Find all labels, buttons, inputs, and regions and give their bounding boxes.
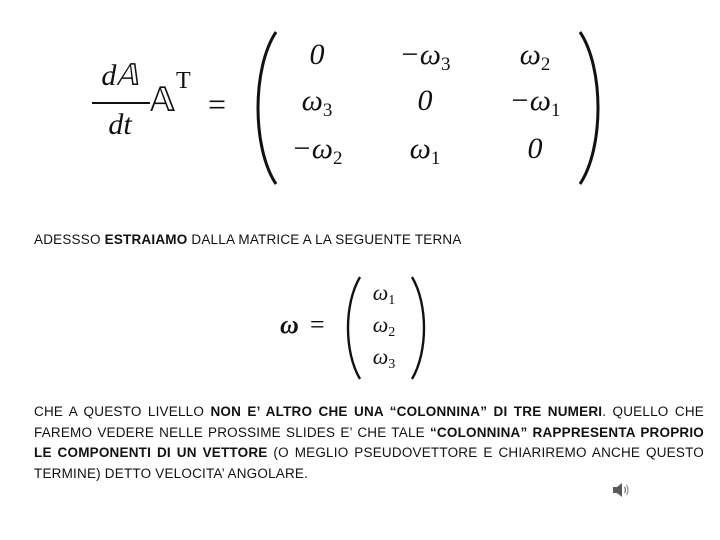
vector-symbol: ω	[280, 310, 299, 339]
vector-right-parenthesis	[408, 274, 430, 382]
transpose-superscript: T	[176, 68, 191, 94]
matrix-cell-2-3: $-\omega_1$	[509, 84, 561, 121]
derivative-equation	[90, 28, 610, 188]
speaker-icon[interactable]	[612, 482, 630, 498]
matrix-cell-2-1: $\omega_3$	[301, 84, 333, 121]
bold-phrase-2: “COLONNINA” RAPPRESENTA PROPRIO LE COMPONENTI DI UN VETTORE	[34, 424, 704, 460]
matrix-cell-1-3: $\omega_2$	[519, 38, 551, 75]
matrix-cell-2-2: 0	[417, 84, 433, 117]
matrix-cell-3-3: 0	[527, 132, 543, 165]
explanation-paragraph: CHE A QUESTO LIVELLO NON E’ ALTRO CHE UNA “COLONNINA” DI TRE NUMERI. QUELLO CHE FAREMO VEDERE NELLE PROSSIME SLIDES E’ CHE TALE “COLONNINA” RAPPRESENTA PROPRIO LE COMPONENTI DI UN VETTORE (O MEGLIO PSEUDOVETTORE E CHIARIREMO ANCHE QUESTO TERMINE) DETTO VELOCITA’ ANGOLARE.	[34, 404, 704, 481]
vector-component-2: ω2	[372, 312, 396, 340]
fraction-denominator: dt	[108, 108, 132, 141]
intro-sentence: ADESSSO ESTRAIAMO DALLA MATRICE A LA SEGUENTE TERNA	[34, 232, 462, 247]
matrix-cell-1-2: $-\omega_3$	[399, 38, 451, 75]
vector-component-1: ω1	[372, 280, 396, 308]
right-parenthesis	[576, 28, 606, 188]
matrix-cell-3-2: $\omega_1$	[409, 132, 441, 169]
matrix-cell-3-1: $-\omega_2$	[291, 132, 343, 169]
vector-equals-sign: =	[310, 310, 325, 339]
matrix-symbol: 𝔸	[150, 80, 176, 120]
vector-equation	[276, 274, 446, 384]
bold-keyword: ESTRAIAMO	[104, 232, 188, 247]
fraction-numerator: d𝔸	[101, 59, 139, 92]
equals-sign: =	[208, 86, 227, 122]
vector-component-3: ω3	[372, 344, 396, 372]
fraction-bar	[92, 102, 150, 104]
bold-phrase-1: NON E’ ALTRO CHE UNA “COLONNINA” DI TRE NUMERI	[210, 404, 603, 419]
vector-left-parenthesis	[342, 274, 364, 382]
matrix-cell-1-1: 0	[309, 38, 325, 71]
